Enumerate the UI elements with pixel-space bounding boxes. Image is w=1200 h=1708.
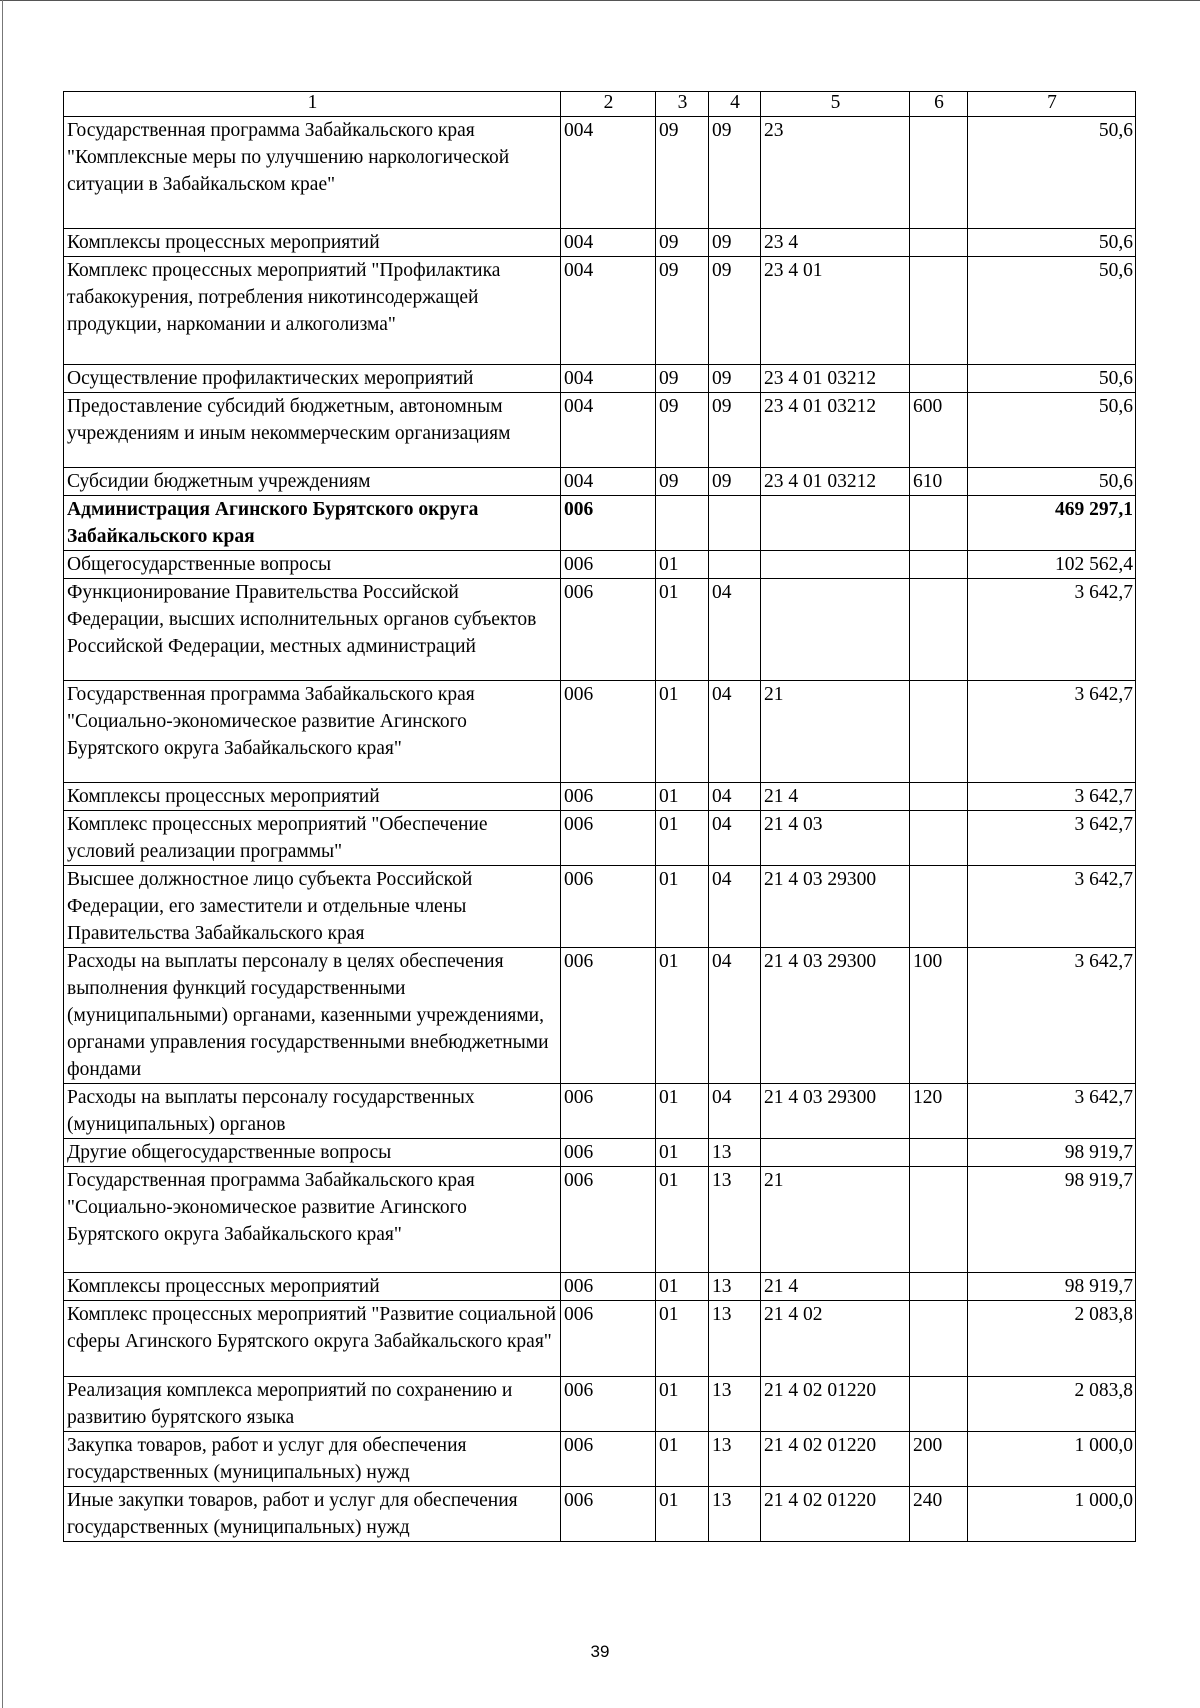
row-section: 01 [656,1139,709,1167]
table-row [64,496,1136,551]
row-target-code: 23 4 01 03212 [761,365,910,393]
row-name: Государственная программа Забайкальского края "Социально-экономическое развитие Агинского Бурятского округа Забайкальского края" [64,681,561,783]
row-admin-code: 006 [561,496,656,551]
row-name: Комплексы процессных мероприятий [64,783,561,811]
row-amount: 2 083,8 [968,1377,1136,1432]
row-amount: 3 642,7 [968,866,1136,948]
table-row [64,1273,1136,1301]
row-amount: 50,6 [968,257,1136,365]
table-row [64,1084,1136,1139]
row-expense-type [910,681,968,783]
header-col-1: 1 [64,92,561,117]
row-name: Расходы на выплаты персоналу в целях обеспечения выполнения функций государственными (муниципальными) органами, казенными учреждениями, органами управления государственными внебюджетными фондами [64,948,561,1084]
row-name: Комплекс процессных мероприятий "Профилактика табакокурения, потребления никотинсодержащей продукции, наркомании и алкоголизма" [64,257,561,365]
header-col-2: 2 [561,92,656,117]
row-section: 01 [656,1084,709,1139]
row-subsection [709,551,761,579]
row-admin-code: 006 [561,1377,656,1432]
row-section: 09 [656,393,709,468]
row-admin-code: 006 [561,551,656,579]
row-section: 01 [656,1301,709,1377]
row-name: Реализация комплекса мероприятий по сохранению и развитию бурятского языка [64,1377,561,1432]
row-amount: 1 000,0 [968,1487,1136,1542]
row-section: 01 [656,551,709,579]
table-row [64,365,1136,393]
row-expense-type [910,229,968,257]
row-section [656,496,709,551]
row-target-code: 21 4 03 29300 [761,948,910,1084]
row-admin-code: 006 [561,1273,656,1301]
row-section: 01 [656,783,709,811]
row-target-code: 21 4 [761,1273,910,1301]
row-subsection: 04 [709,681,761,783]
budget-table [63,91,1136,1542]
row-expense-type [910,1377,968,1432]
row-name: Закупка товаров, работ и услуг для обеспечения государственных (муниципальных) нужд [64,1432,561,1487]
row-target-code [761,579,910,681]
header-col-6: 6 [910,92,968,117]
row-name: Высшее должностное лицо субъекта Российской Федерации, его заместители и отдельные члены Правительства Забайкальского края [64,866,561,948]
row-amount: 98 919,7 [968,1139,1136,1167]
table-row [64,1487,1136,1542]
row-amount: 3 642,7 [968,681,1136,783]
row-section: 01 [656,948,709,1084]
row-admin-code: 006 [561,1139,656,1167]
table-row [64,783,1136,811]
row-name: Расходы на выплаты персоналу государственных (муниципальных) органов [64,1084,561,1139]
row-amount: 50,6 [968,117,1136,229]
row-subsection: 09 [709,117,761,229]
row-subsection: 04 [709,811,761,866]
row-expense-type [910,866,968,948]
row-target-code: 21 [761,1167,910,1273]
row-target-code [761,496,910,551]
header-col-3: 3 [656,92,709,117]
row-expense-type [910,1273,968,1301]
row-expense-type [910,257,968,365]
row-admin-code: 004 [561,365,656,393]
row-subsection: 09 [709,365,761,393]
row-expense-type: 100 [910,948,968,1084]
row-target-code: 21 4 02 01220 [761,1487,910,1542]
row-expense-type [910,551,968,579]
row-admin-code: 006 [561,783,656,811]
row-expense-type [910,1301,968,1377]
table-row [64,811,1136,866]
row-expense-type: 200 [910,1432,968,1487]
row-name: Другие общегосударственные вопросы [64,1139,561,1167]
row-amount: 469 297,1 [968,496,1136,551]
row-amount: 98 919,7 [968,1273,1136,1301]
row-subsection: 13 [709,1432,761,1487]
page-number: 39 [590,1642,610,1661]
row-admin-code: 006 [561,1084,656,1139]
table-row [64,866,1136,948]
row-name: Функционирование Правительства Российской Федерации, высших исполнительных органов субъектов Российской Федерации, местных администраций [64,579,561,681]
row-amount: 3 642,7 [968,811,1136,866]
table-header-row [64,92,1136,117]
row-subsection: 09 [709,468,761,496]
row-subsection: 13 [709,1273,761,1301]
row-target-code: 21 4 03 [761,811,910,866]
row-expense-type [910,811,968,866]
row-target-code: 21 4 02 01220 [761,1377,910,1432]
table-row [64,948,1136,1084]
row-name: Субсидии бюджетным учреждениям [64,468,561,496]
table-row [64,468,1136,496]
row-name: Иные закупки товаров, работ и услуг для обеспечения государственных (муниципальных) нужд [64,1487,561,1542]
table-row [64,1377,1136,1432]
table-row [64,257,1136,365]
row-name: Осуществление профилактических мероприятий [64,365,561,393]
row-subsection: 13 [709,1377,761,1432]
row-subsection: 04 [709,1084,761,1139]
row-section: 01 [656,1487,709,1542]
row-name: Общегосударственные вопросы [64,551,561,579]
row-admin-code: 004 [561,117,656,229]
row-subsection [709,496,761,551]
row-subsection: 04 [709,579,761,681]
row-target-code [761,551,910,579]
row-name: Предоставление субсидий бюджетным, автономным учреждениям и иным некоммерческим организациям [64,393,561,468]
row-admin-code: 006 [561,1432,656,1487]
header-col-7: 7 [968,92,1136,117]
row-admin-code: 006 [561,948,656,1084]
row-target-code: 21 4 03 29300 [761,1084,910,1139]
row-target-code: 21 4 [761,783,910,811]
row-target-code: 23 4 [761,229,910,257]
row-admin-code: 004 [561,468,656,496]
row-section: 01 [656,866,709,948]
row-section: 01 [656,681,709,783]
row-section: 01 [656,1273,709,1301]
row-admin-code: 004 [561,257,656,365]
table-row [64,117,1136,229]
row-amount: 3 642,7 [968,579,1136,681]
row-subsection: 09 [709,257,761,365]
row-name: Комплексы процессных мероприятий [64,1273,561,1301]
row-amount: 1 000,0 [968,1432,1136,1487]
row-section: 09 [656,257,709,365]
row-name: Комплексы процессных мероприятий [64,229,561,257]
row-admin-code: 006 [561,681,656,783]
row-expense-type [910,579,968,681]
table-row [64,1167,1136,1273]
row-section: 09 [656,229,709,257]
row-target-code: 23 4 01 03212 [761,393,910,468]
page-top-edge [0,0,1200,1]
row-amount: 3 642,7 [968,783,1136,811]
row-expense-type [910,496,968,551]
row-admin-code: 004 [561,393,656,468]
row-section: 01 [656,1377,709,1432]
row-admin-code: 006 [561,1487,656,1542]
row-expense-type [910,1139,968,1167]
row-target-code: 21 4 02 [761,1301,910,1377]
row-target-code: 23 4 01 03212 [761,468,910,496]
row-section: 01 [656,579,709,681]
row-section: 01 [656,1432,709,1487]
row-target-code: 21 4 02 01220 [761,1432,910,1487]
row-target-code: 21 [761,681,910,783]
row-expense-type [910,117,968,229]
page-left-edge [2,0,3,1708]
row-amount: 2 083,8 [968,1301,1136,1377]
row-name: Комплекс процессных мероприятий "Развитие социальной сферы Агинского Бурятского округа Забайкальского края" [64,1301,561,1377]
row-admin-code: 006 [561,579,656,681]
row-target-code: 23 [761,117,910,229]
header-col-5: 5 [761,92,910,117]
table-row [64,229,1136,257]
row-section: 09 [656,365,709,393]
row-subsection: 09 [709,393,761,468]
header-col-4: 4 [709,92,761,117]
row-amount: 3 642,7 [968,1084,1136,1139]
row-expense-type [910,365,968,393]
row-section: 01 [656,811,709,866]
row-section: 09 [656,468,709,496]
row-name: Государственная программа Забайкальского края "Социально-экономическое развитие Агинского Бурятского округа Забайкальского края" [64,1167,561,1273]
table-row [64,579,1136,681]
row-section: 01 [656,1167,709,1273]
row-subsection: 13 [709,1167,761,1273]
row-expense-type: 610 [910,468,968,496]
row-subsection: 13 [709,1487,761,1542]
row-section: 09 [656,117,709,229]
row-name: Государственная программа Забайкальского края "Комплексные меры по улучшению наркологической ситуации в Забайкальском крае" [64,117,561,229]
row-expense-type [910,783,968,811]
row-amount: 102 562,4 [968,551,1136,579]
row-expense-type: 600 [910,393,968,468]
row-expense-type [910,1167,968,1273]
table-body [64,117,1136,1542]
row-subsection: 13 [709,1301,761,1377]
row-admin-code: 006 [561,1301,656,1377]
row-expense-type: 240 [910,1487,968,1542]
row-admin-code: 006 [561,811,656,866]
row-name: Администрация Агинского Бурятского округа Забайкальского края [64,496,561,551]
row-name: Комплекс процессных мероприятий "Обеспечение условий реализации программы" [64,811,561,866]
row-admin-code: 006 [561,866,656,948]
row-amount: 50,6 [968,393,1136,468]
table-row [64,1139,1136,1167]
row-amount: 98 919,7 [968,1167,1136,1273]
row-target-code [761,1139,910,1167]
row-target-code: 23 4 01 [761,257,910,365]
table-row [64,681,1136,783]
row-subsection: 04 [709,948,761,1084]
table-row [64,393,1136,468]
row-subsection: 13 [709,1139,761,1167]
table-row [64,551,1136,579]
row-subsection: 04 [709,783,761,811]
row-admin-code: 006 [561,1167,656,1273]
row-amount: 3 642,7 [968,948,1136,1084]
row-amount: 50,6 [968,229,1136,257]
row-target-code: 21 4 03 29300 [761,866,910,948]
row-admin-code: 004 [561,229,656,257]
table-row [64,1301,1136,1377]
row-subsection: 09 [709,229,761,257]
table-row [64,1432,1136,1487]
row-amount: 50,6 [968,468,1136,496]
row-amount: 50,6 [968,365,1136,393]
row-expense-type: 120 [910,1084,968,1139]
row-subsection: 04 [709,866,761,948]
